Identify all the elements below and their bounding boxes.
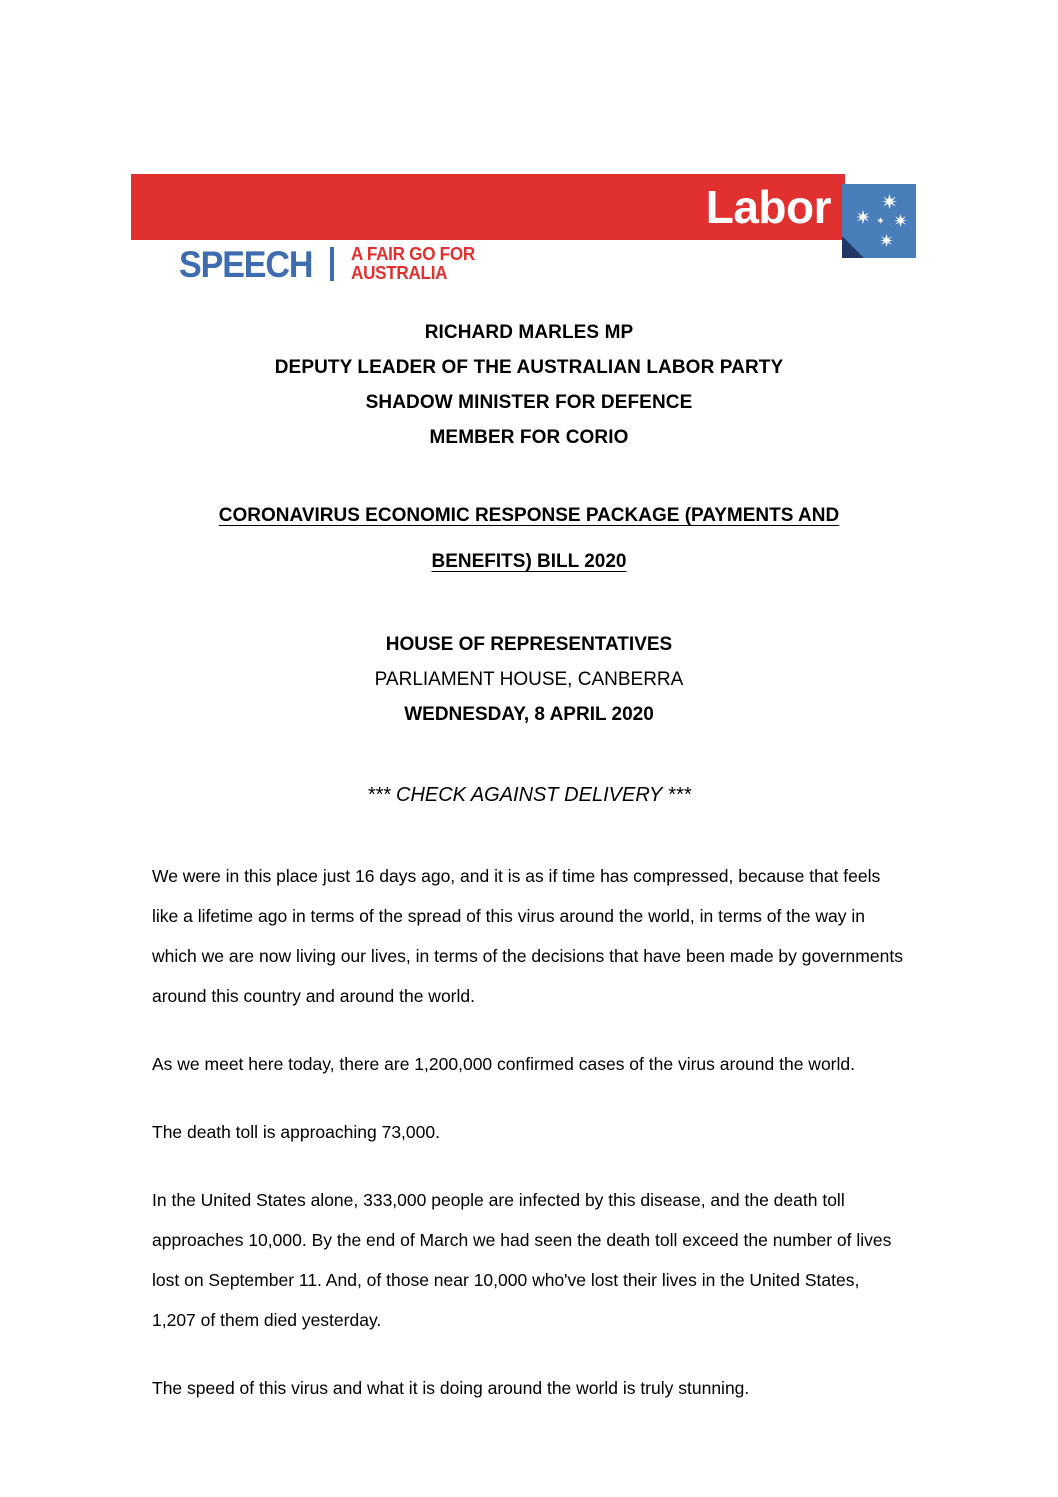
- venue-chamber: HOUSE OF REPRESENTATIVES: [385, 634, 673, 655]
- paragraph: The speed of this virus and what it is doing around the world is truly stunning.: [152, 1378, 750, 1398]
- speaker-role-member: MEMBER FOR CORIO: [429, 427, 629, 448]
- paragraph: We were in this place just 16 days ago, and it is as if time has compressed, because that feels like a lifetime ago in terms of the spread of this virus around the world, in terms of the way in which we are now living our lives, in terms of the decisions that have been made by governments around this country and around the world.: [152, 866, 903, 1006]
- star-icon: [856, 210, 870, 224]
- paragraph: The death toll is approaching 73,000.: [152, 1122, 440, 1142]
- bill-title-line-1: CORONAVIRUS ECONOMIC RESPONSE PACKAGE (PAYMENTS AND: [218, 505, 840, 526]
- labor-wordmark: Labor: [705, 181, 831, 233]
- venue-block: [152, 627, 906, 732]
- star-icon: [882, 194, 897, 209]
- bill-title: [152, 493, 906, 585]
- delivery-note: *** CHECK AGAINST DELIVERY ***: [367, 784, 691, 806]
- letterhead: [131, 174, 916, 294]
- paragraph: In the United States alone, 333,000 people are infected by this disease, and the death toll approaches 10,000. By the end of March we had seen the death toll exceed the number of lives lost on September 11. And, of those near 10,000 who've lost their lives in the United States, 1,207 of them died yesterday.: [152, 1190, 892, 1330]
- southern-cross-logo: [842, 184, 916, 258]
- tagline: [351, 245, 475, 283]
- tagline-line-2: AUSTRALIA: [350, 263, 448, 283]
- speech-body: [152, 856, 906, 1408]
- tagline-line-1: A FAIR GO FOR: [350, 244, 475, 264]
- speech-label: SPEECH: [179, 243, 313, 285]
- speech-lockup: [179, 240, 481, 288]
- venue-location: PARLIAMENT HOUSE, CANBERRA: [374, 669, 684, 690]
- bill-title-line-2: BENEFITS) BILL 2020: [431, 551, 627, 572]
- star-icon-small: [877, 217, 884, 224]
- speaker-title-block: [152, 315, 906, 455]
- red-banner: [131, 174, 845, 240]
- divider: [330, 247, 334, 281]
- document-content: [152, 315, 906, 1408]
- star-icon: [880, 234, 893, 247]
- southern-cross-notch-icon: [842, 236, 864, 258]
- star-icon: [894, 214, 907, 227]
- paragraph: As we meet here today, there are 1,200,000 confirmed cases of the virus around the world.: [152, 1054, 855, 1074]
- venue-date: WEDNESDAY, 8 APRIL 2020: [404, 704, 654, 725]
- speaker-role-deputy-leader: DEPUTY LEADER OF THE AUSTRALIAN LABOR PARTY: [274, 357, 784, 378]
- speaker-name: RICHARD MARLES MP: [424, 322, 634, 343]
- speaker-role-shadow-minister: SHADOW MINISTER FOR DEFENCE: [365, 392, 693, 413]
